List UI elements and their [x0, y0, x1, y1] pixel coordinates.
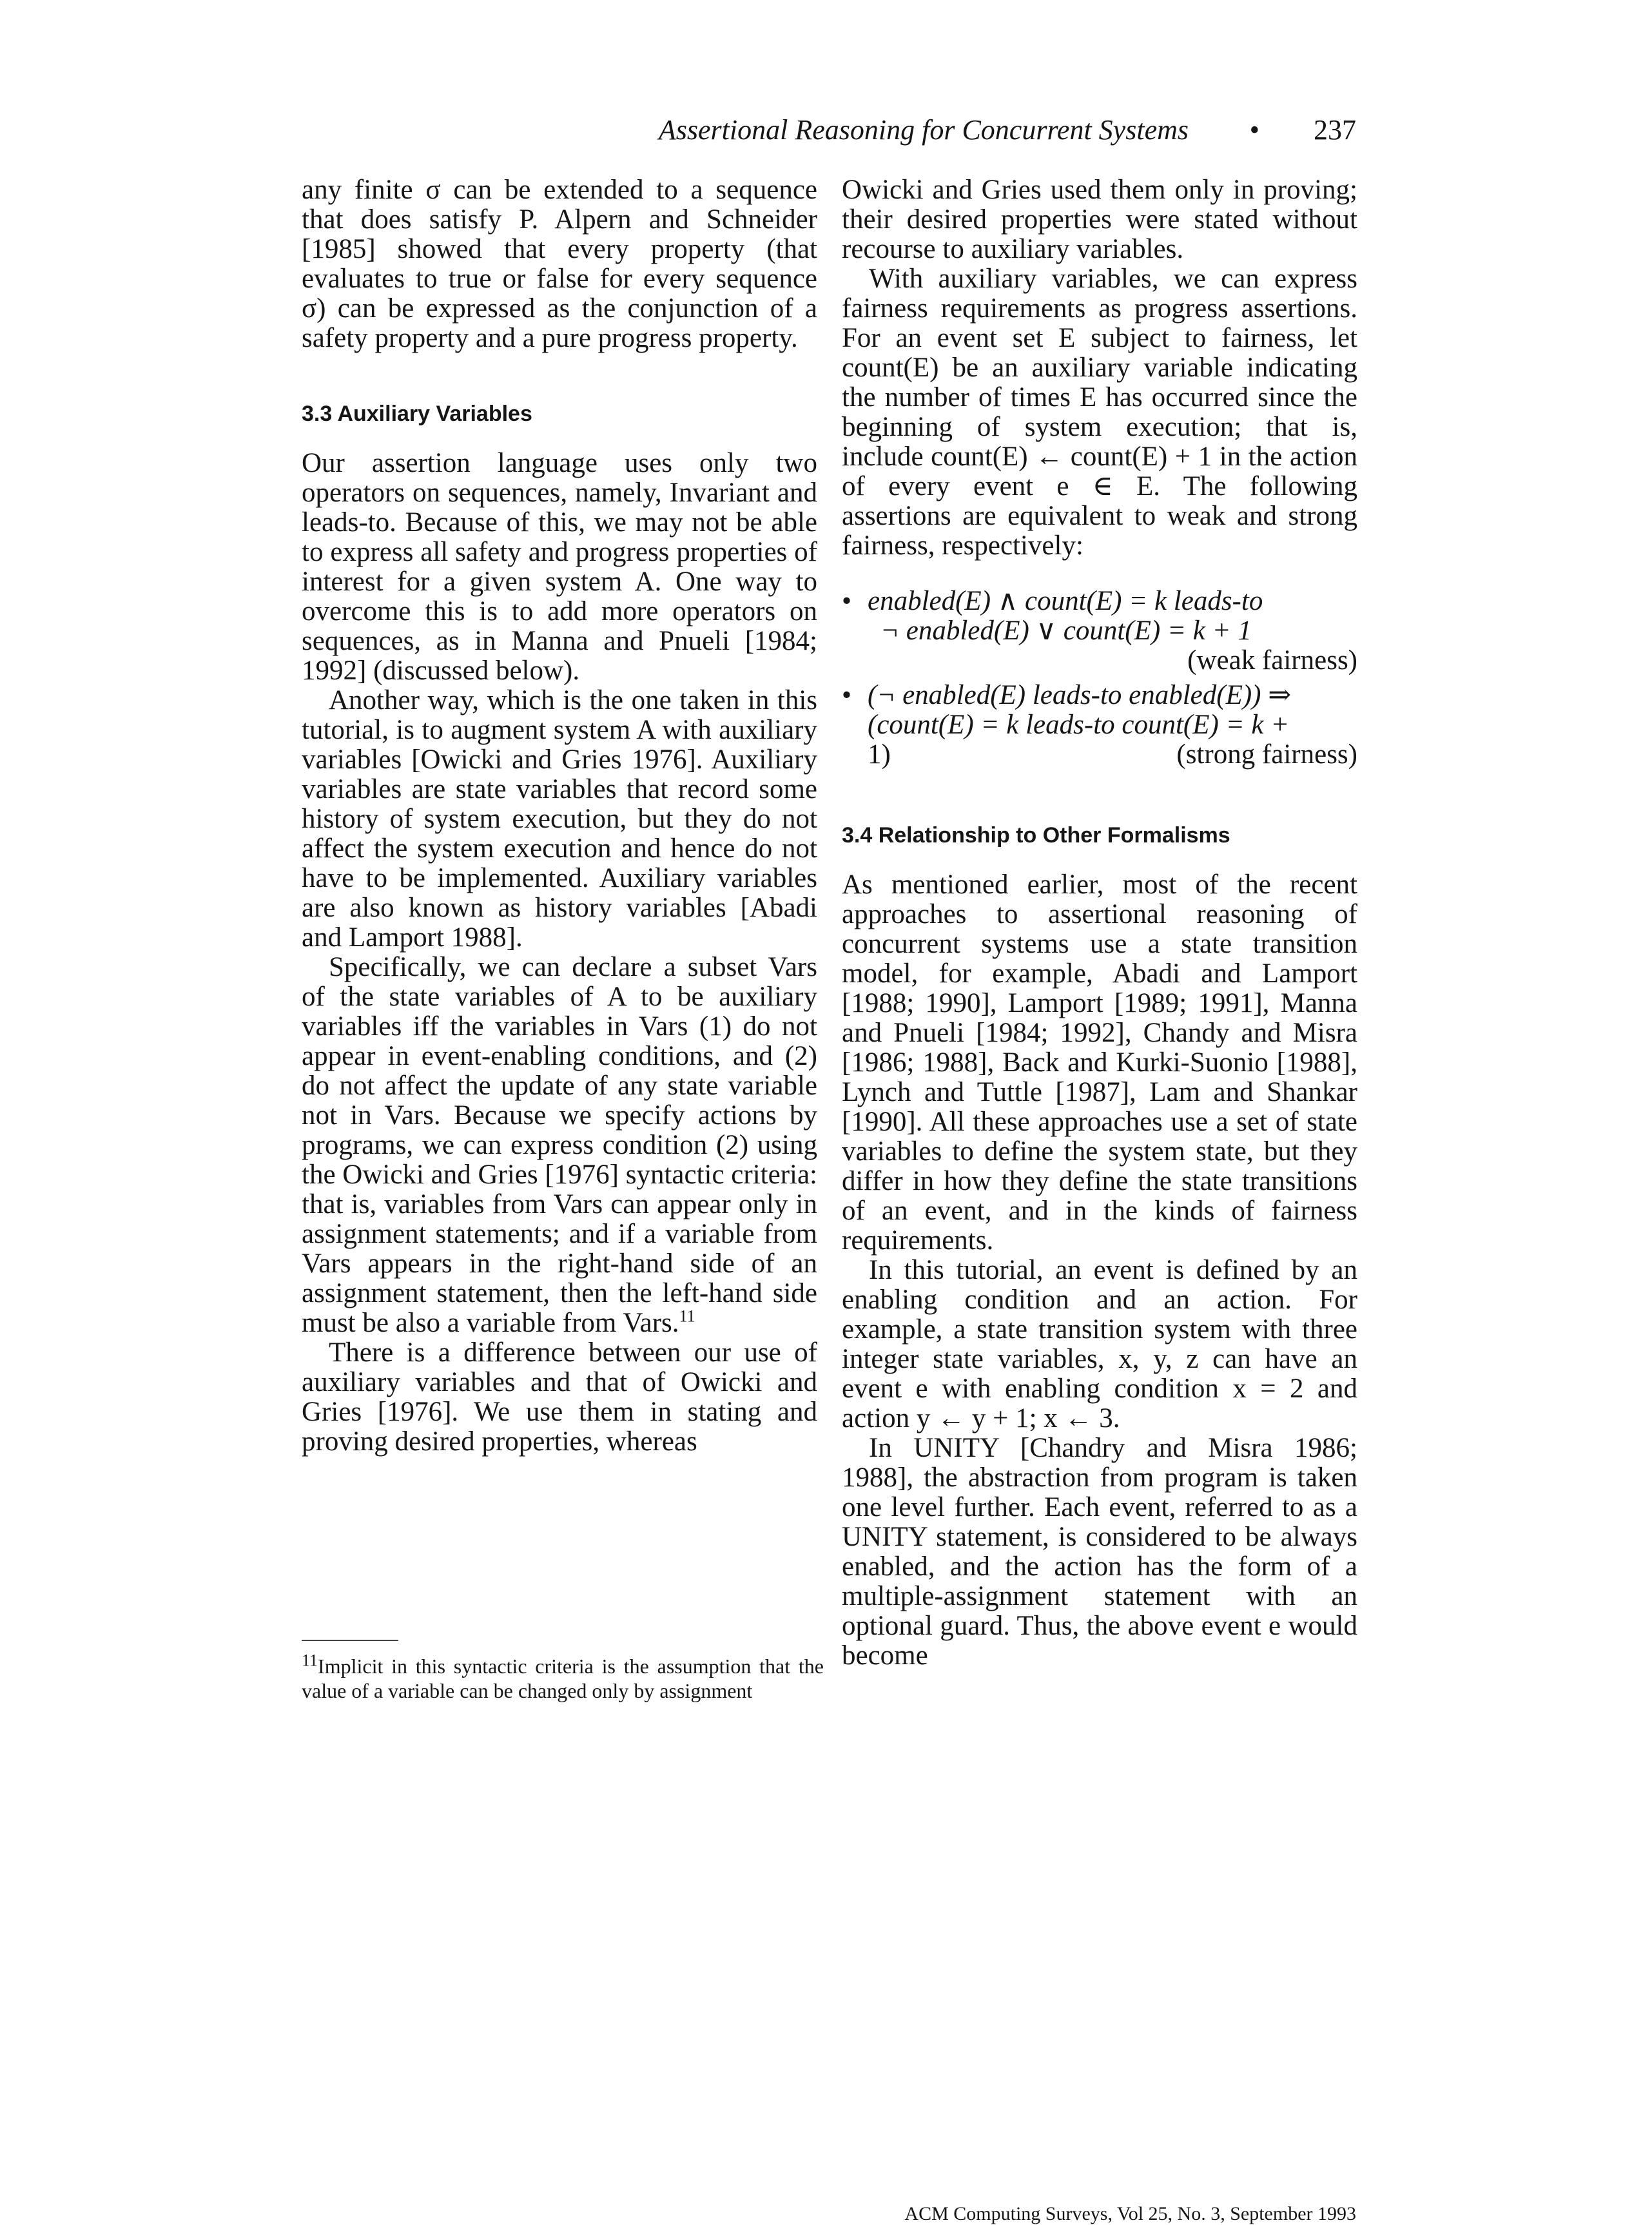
page-number: 237 [1314, 114, 1356, 146]
formalisms-paragraph-2: In this tutorial, an event is defined by an enabling condition and an action. For example, a state transition system with three integer state variables, x, y, z can have an event e with enabling condition x = 2 and action y ← y + 1; x ← 3. [842, 1255, 1357, 1433]
strong-fairness-line-3 [868, 740, 1357, 770]
list-bullet: • [842, 586, 852, 616]
right-column [842, 175, 1357, 1671]
formalisms-paragraph-1: As mentioned earlier, most of the recent approaches to assertional reasoning of concurrent systems use a state transition model, for example, Abadi and Lamport [1988; 1990], Lamport [1989; 1991], Manna and Pnueli [1984; 1992], Chandy and Misra [1986; 1988], Back and Kurki-Suonio [1988], Lynch and Tuttle [1987], Lam and Shankar [1990]. All these approaches use a set of state variables to define the system state, but they differ in how they define the state transitions of an event, and in the kinds of fairness requirements. [842, 870, 1357, 1256]
strong-fairness-line-3-text: 1) [868, 739, 891, 770]
footnote-text: Implicit in this syntactic criteria is the assumption that the value of a variable can be changed only by assignment [302, 1655, 824, 1702]
section-3-4-heading: 3.4 Relationship to Other Formalisms [842, 823, 1230, 848]
fairness-assertions-list [842, 587, 1357, 770]
left-continuation-paragraph: any finite σ can be extended to a sequence that does satisfy P. Alpern and Schneider [1985] showed that every property (that evaluates to true or false for every sequence σ) can be expressed as the conjunction of a safety property and a pure progress property. [302, 175, 817, 353]
strong-fairness-line-2: (count(E) = k leads-to count(E) = k + [868, 710, 1290, 740]
aux-vars-paragraph-4: There is a difference between our use of auxiliary variables and that of Owicki and Gries [1976]. We use them in stating and proving desired properties, whereas [302, 1337, 817, 1457]
footnote-divider [302, 1640, 398, 1641]
footnote-11 [302, 1651, 824, 1703]
aux-vars-paragraph-2: Another way, which is the one taken in this tutorial, is to augment system A with auxiliary variables [Owicki and Gries 1976]. Auxiliary variables are state variables that record some history of system execution, but they do not affect the system execution and hence do not have to be implemented. Auxiliary variables are also known as history variables [Abadi and Lamport 1988]. [302, 685, 817, 953]
footnote-mark: 11 [302, 1651, 318, 1670]
footnote-reference-11[interactable]: 11 [679, 1307, 695, 1326]
aux-vars-paragraph-3 [302, 953, 817, 1338]
running-head [599, 113, 1356, 152]
formalisms-paragraph-3: In UNITY [Chandry and Misra 1986; 1988], the abstraction from program is taken one level further. Each event, referred to as a UNITY statement, is considered to be always enabled, and the action has the form of a multiple-assignment statement with an optional guard. Thus, the above event e would become [842, 1433, 1357, 1671]
weak-fairness-assertion [842, 587, 1357, 675]
strong-fairness-tag: (strong fairness) [1176, 739, 1357, 770]
strong-fairness-line-1: (¬ enabled(E) leads-to enabled(E)) ⇒ [868, 680, 1292, 710]
left-column [302, 175, 817, 1457]
right-continuation-paragraph: Owicki and Gries used them only in proving; their desired properties were stated without recourse to auxiliary variables. [842, 175, 1357, 264]
fairness-paragraph: With auxiliary variables, we can express fairness requirements as progress assertions. For an event set E subject to fairness, let count(E) be an auxiliary variable indicating the number of times E has occurred since the beginning of system execution; that is, include count(E) ← count(E) + 1 in the action of every event e ∈ E. The following assertions are equivalent to weak and strong fairness, respectively: [842, 264, 1357, 561]
weak-fairness-line-2: ¬ enabled(E) ∨ count(E) = k + 1 [880, 616, 1252, 646]
weak-fairness-line-1: enabled(E) ∧ count(E) = k leads-to [868, 586, 1263, 616]
weak-fairness-tag: (weak fairness) [1187, 645, 1357, 675]
list-bullet: • [842, 680, 852, 710]
running-head-title: Assertional Reasoning for Concurrent Systems [658, 114, 1189, 146]
journal-footer: ACM Computing Surveys, Vol 25, No. 3, September 1993 [904, 2203, 1356, 2224]
section-3-3-heading: 3.3 Auxiliary Variables [302, 402, 532, 426]
aux-vars-paragraph-3-text: Specifically, we can declare a subset Vars of the state variables of A to be auxiliary variables iff the variables in Vars (1) do not appear in event-enabling conditions, and (2) do not affect the update of any state variable not in Vars. Because we specify actions by programs, we can express condition (2) using the Owicki and Gries [1976] syntactic criteria: that is, variables from Vars can appear only in assignment statements; and if a variable from Vars appears in the right-hand side of an assignment statement, then the left-hand side must be also a variable from Vars. [302, 952, 817, 1338]
aux-vars-paragraph-1: Our assertion language uses only two operators on sequences, namely, Invariant and leads-to. Because of this, we may not be able to express all safety and progress properties of interest for a given system A. One way to overcome this is to add more operators on sequences, as in Manna and Pnueli [1984; 1992] (discussed below). [302, 448, 817, 686]
running-head-bullet: • [1249, 114, 1259, 146]
strong-fairness-assertion [842, 681, 1357, 770]
